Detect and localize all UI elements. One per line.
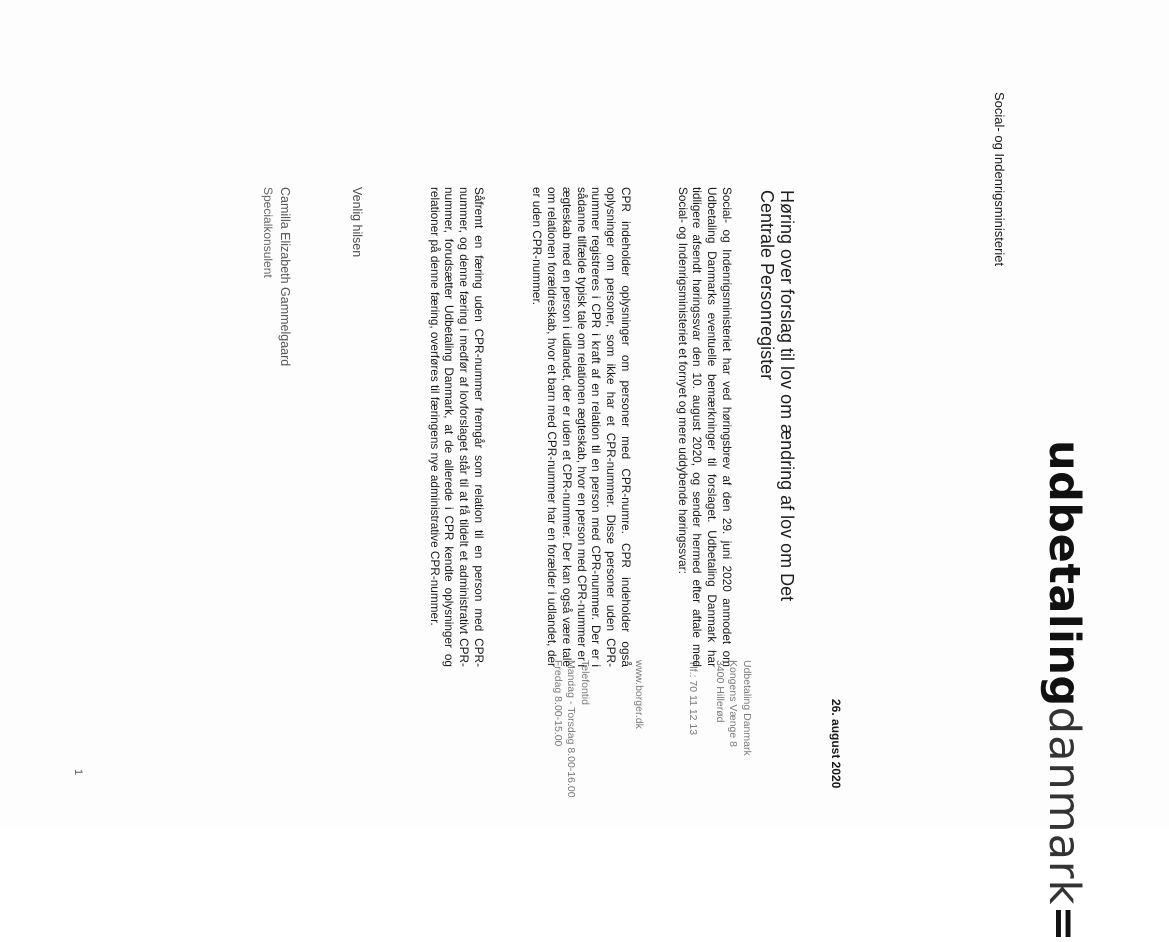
signature-name: Camilla Elizabeth Gammelgaard xyxy=(278,187,292,366)
sender-line: Udbetaling Danmark xyxy=(740,660,754,798)
sender-line: Kongens Vænge 8 xyxy=(726,660,740,798)
sender-line: Tlf.: 70 11 12 13 xyxy=(686,660,700,798)
closing-greeting: Venlig hilsen xyxy=(350,187,364,257)
sender-line xyxy=(672,660,686,798)
signature-title: Specialkonsulent xyxy=(261,187,275,278)
letter-date: 26. august 2020 xyxy=(829,699,843,788)
sender-line xyxy=(605,660,619,798)
logo-light-text: danmark xyxy=(1039,707,1089,906)
sender-line: www.borger.dk xyxy=(632,660,646,798)
body-paragraph: CPR indeholder oplysninger om personer med CPR-numre. CPR indeholder også oplysninger om personer, som ikke har et CPR-nummer. Disse personer uden CPR-nummer registreres i CPR i kraft af en relation til en person med CPR-nummer. Der er i sådanne tilfælde typisk tale om relationen ægteskab, hvor en person med CPR-nummer er i ægteskab med en person i udlandet, der er uden et CPR-nummer. Der kan også være tale om relationen forældreskab, hvor et barn med CPR-nummer har en forælder i udlandet, der er uden CPR-nummer. xyxy=(529,187,633,667)
body-paragraph: Såfremt en færing uden CPR-nummer fremgår som relation til en person med CPR-nummer, og denne færing i medfør af lovforslaget står til at få tildelt et administrativt CPR-nummer, forudsætter Udbetaling Danmark, at de allerede i CPR kendte oplysninger og relationer på denne færing, overføres til færingens nye administrative CPR-nummer. xyxy=(427,187,486,667)
sender-line: 3400 Hillerød xyxy=(713,660,727,798)
sender-line: Telefontid xyxy=(578,660,592,798)
logo-bold-text: udbetaling xyxy=(1039,440,1089,707)
sender-line: Mandag - Torsdag 8.00-16.00 xyxy=(564,660,578,798)
udbetaling-danmark-logo xyxy=(1039,440,1089,942)
sender-address-block xyxy=(551,660,754,798)
sender-line xyxy=(699,660,713,798)
sender-line xyxy=(659,660,673,798)
sender-line xyxy=(645,660,659,798)
sender-line: Fredag 8.00-15.00 xyxy=(551,660,565,798)
recipient: Social- og Indenrigsministeriet xyxy=(992,92,1007,266)
sender-line xyxy=(591,660,605,798)
page-number: 1 xyxy=(72,769,84,775)
body-paragraph: Social- og Indenrigsministeriet har ved høringsbrev af den 29. juni 2020 anmodet om Udbetaling Danmarks eventuelle bemærkninger til forslaget. Udbetaling Danmark har tidligere afsendt høringssvar den 10. august 2020, og sender hermed efter aftale med Social- og Indenrigsministeriet et fornyet og mere uddybende høringssvar: xyxy=(675,187,734,667)
sender-line xyxy=(618,660,632,798)
logo-mark: = xyxy=(1039,906,1089,942)
letter-heading: Høring over forslag til lov om ændring af lov om Det Centrale Personregister xyxy=(757,190,797,630)
